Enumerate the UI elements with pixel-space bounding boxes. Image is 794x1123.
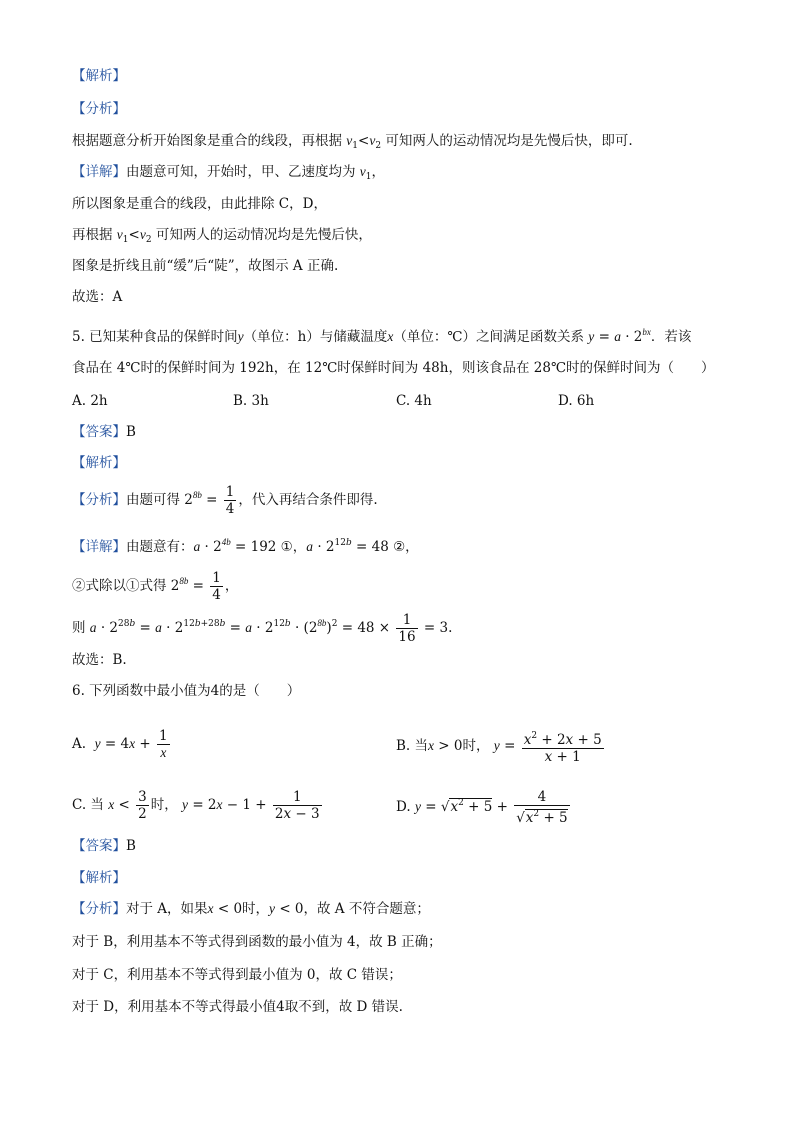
fenxi-heading: 【分析】 [72, 101, 126, 117]
q6-jiexi: 【解析】 [72, 870, 126, 886]
q5-answer: 【答案】B [72, 424, 136, 440]
q5-detail-3: 则 $a \cdot 2^{28b} = a \cdot 2^{12b+28b} = a \cdot 2^{12b} \cdot (2^{8b})^2 = 48$ × $\frac{1}{16}$ = 3. [72, 612, 453, 645]
q6-analysis-4: 对于 D，利用基本不等式得最小值4取不到，故 D 错误. [72, 999, 403, 1015]
q5-option-d[interactable]: D. 6h [558, 393, 595, 409]
detail-text: 【详解】由题意可知，开始时，甲、乙速度均为 $v_1$， [72, 164, 386, 182]
q6-analysis-3: 对于 C，利用基本不等式得到最小值为 0，故 C 错误； [72, 967, 402, 983]
q5-option-c[interactable]: C. 4h [396, 393, 432, 409]
q5-stem-2: 食品在 4℃时的保鲜时间为 192h，在 12℃时保鲜时间为 48h，则该食品在 28℃时的保鲜时间为（ ） [72, 360, 715, 376]
q5-answer-line: 故选：B. [72, 652, 127, 668]
detail-line-2: 所以图象是重合的线段，由此排除 C，D， [72, 196, 327, 212]
q5-detail-2: ②式除以①式得 $2^{8b}$ = $\frac{1}{4}$ ， [72, 570, 239, 603]
q5-detail: 【详解】由题意有：$a \cdot 2^{4b} = 192$ ①，$a \cdot 2^{12b} = 48$ ②， [72, 537, 419, 555]
q5-option-b[interactable]: B. 3h [233, 393, 269, 409]
q6-option-c[interactable]: C. 当 x < $\frac{3}{2}$ 时， y = 2x − 1 + $\frac{1}{2x - 3}$ [72, 789, 320, 822]
detail-line-4: 图象是折线且前“缓”后“陡”，故图示 A 正确. [72, 258, 339, 274]
q5-jiexi: 【解析】 [72, 455, 126, 471]
analysis-text: 根据题意分析开始图象是重合的线段，再根据 $v_1<v_2$ 可知两人的运动情况均是先慢后快，即可. [72, 133, 633, 151]
q6-analysis-2: 对于 B，利用基本不等式得到函数的最小值为 4，故 B 正确； [72, 934, 442, 950]
jiexi-heading: 【解析】 [72, 68, 126, 84]
q6-analysis: 【分析】对于 A，如果x < 0时，y < 0，故 A 不符合题意； [72, 901, 430, 917]
q5-analysis: 【分析】由题可得 $2^{8b}$ = $\frac{1}{4}$ ，代入再结合条件即得. [72, 484, 378, 517]
answer-line: 故选：A [72, 289, 123, 305]
q5-option-a[interactable]: A. 2h [72, 393, 108, 409]
q6-option-b[interactable]: B. 当x > 0时， y = $\frac{x^2 + 2x + 5}{x + 1}$ [396, 731, 602, 765]
detail-line-3: 再根据 $v_1<v_2$ 可知两人的运动情况均是先慢后快， [72, 227, 372, 245]
q6-answer: 【答案】B [72, 838, 136, 854]
q6-stem: 6. 下列函数中最小值为4的是（ ） [72, 683, 301, 699]
q6-option-d[interactable]: D. $y = √x^2 + 5$ + $\frac{4}{√x^2 + 5}$ [396, 789, 568, 826]
q5-stem: 5. 已知某种食品的保鲜时间y（单位：h）与储藏温度x（单位：℃）之间满足函数关系 $y = a \cdot 2^{bx}$．若该 [72, 327, 692, 345]
q6-option-a[interactable]: A. y = 4x + $\frac{1}{x}$ [72, 728, 168, 760]
